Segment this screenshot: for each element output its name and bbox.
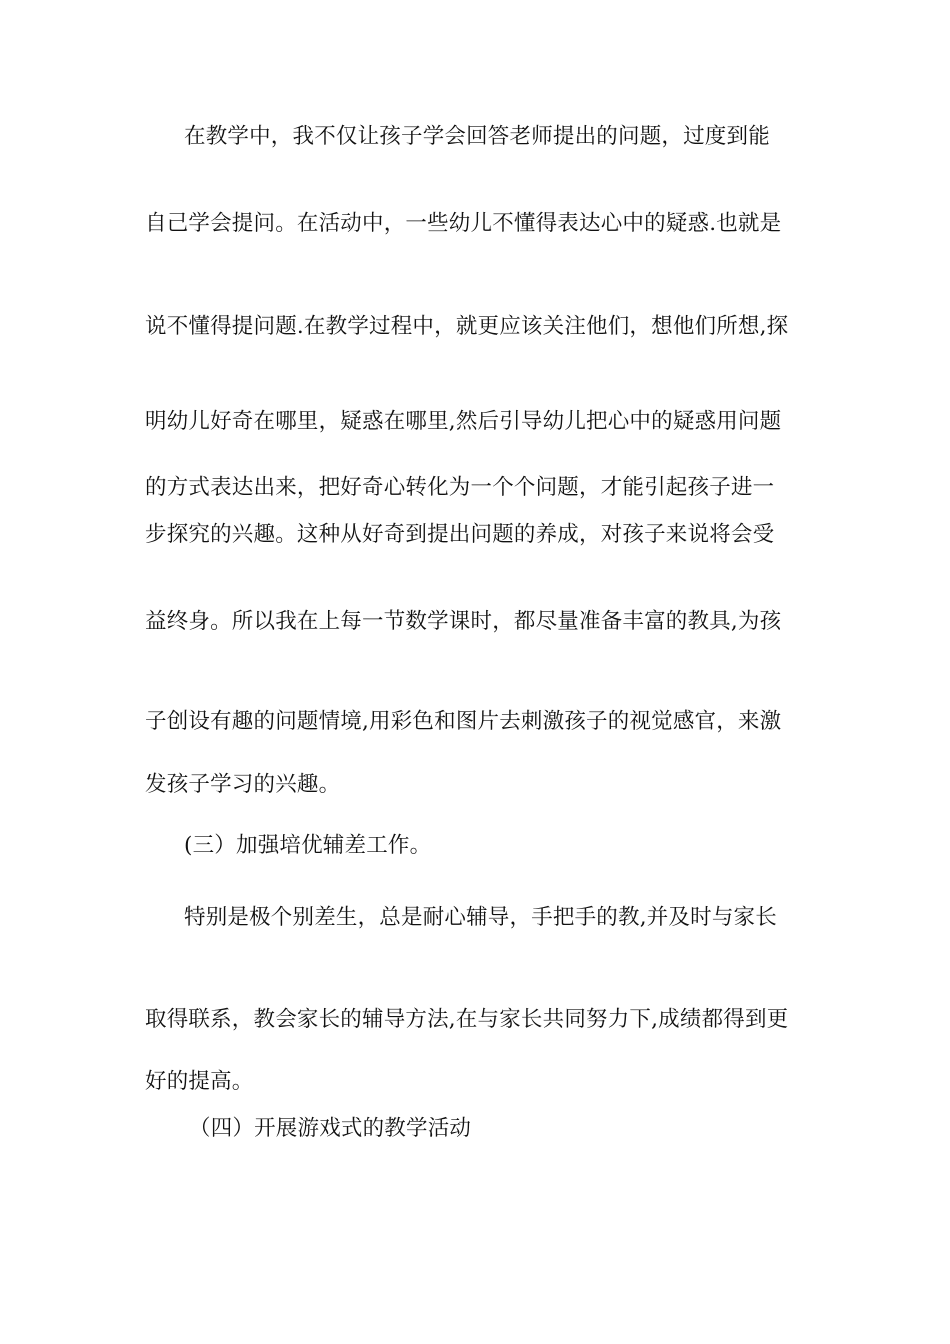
- paragraph-line: 明幼儿好奇在哪里，疑惑在哪里,然后引导幼儿把心中的疑惑用问题: [145, 409, 782, 434]
- paragraph-line: 步探究的兴趣。这种从好奇到提出问题的养成，对孩子来说将会受: [145, 522, 775, 547]
- section-heading: (三）加强培优辅差工作。: [184, 833, 432, 858]
- paragraph-line: 好的提高。: [145, 1069, 254, 1094]
- paragraph-line: 的方式表达出来，把好奇心转化为一个个问题，才能引起孩子进一: [145, 475, 775, 500]
- paragraph-line: 发孩子学习的兴趣。: [145, 772, 341, 797]
- paragraph-line: 取得联系，教会家长的辅导方法,在与家长共同努力下,成绩都得到更: [145, 1007, 789, 1032]
- paragraph-line: 子创设有趣的问题情境,用彩色和图片去刺激孩子的视觉感官，来激: [145, 709, 782, 734]
- paragraph-line: 在教学中，我不仅让孩子学会回答老师提出的问题，过度到能: [184, 124, 770, 149]
- paragraph-line: 特别是极个别差生，总是耐心辅导，手把手的教,并及时与家长: [184, 905, 777, 930]
- paragraph-line: 自己学会提问。在活动中，一些幼儿不懂得表达心中的疑惑.也就是: [145, 211, 782, 236]
- paragraph-line: 说不懂得提问题.在教学过程中，就更应该关注他们，想他们所想,探: [145, 314, 789, 339]
- section-heading: （四）开展游戏式的教学活动: [189, 1116, 472, 1141]
- paragraph-line: 益终身。所以我在上每一节数学课时，都尽量准备丰富的教具,为孩: [145, 609, 782, 634]
